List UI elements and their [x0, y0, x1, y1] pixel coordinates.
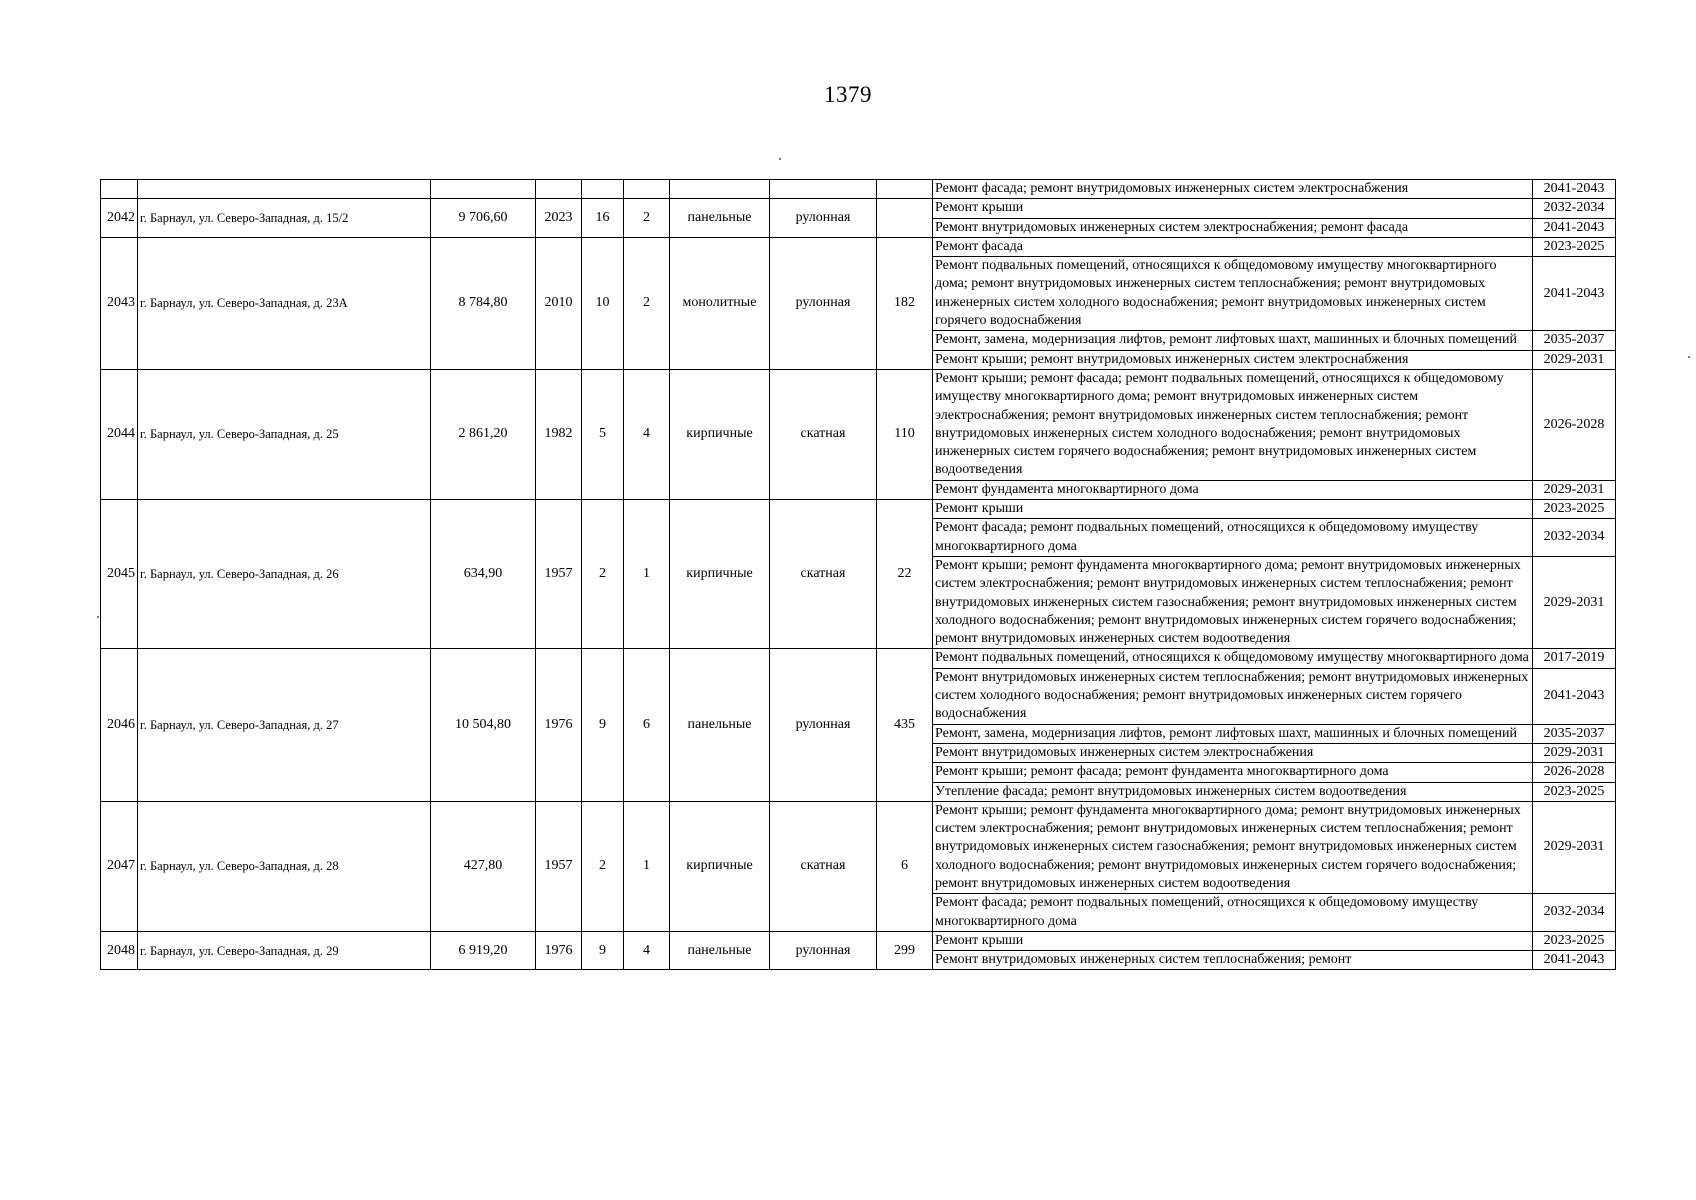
period-cell: 2023-2025	[1533, 500, 1616, 519]
work-cell: Утепление фасада; ремонт внутридомовых инженерных систем водоотведения	[933, 782, 1533, 801]
residents-count: 22	[877, 500, 933, 649]
building-year: 2010	[536, 237, 582, 369]
work-cell: Ремонт фасада; ремонт внутридомовых инженерных систем электроснабжения	[933, 180, 1533, 199]
period-cell: 2029-2031	[1533, 556, 1616, 648]
header-row	[101, 180, 1616, 199]
empty-cell	[536, 180, 582, 199]
table-row	[101, 500, 1616, 519]
scan-speck	[779, 158, 781, 160]
wall-material: кирпичные	[670, 500, 770, 649]
building-area: 10 504,80	[431, 649, 536, 801]
work-cell: Ремонт крыши; ремонт фундамента многоквартирного дома; ремонт внутридомовых инженерных систем электроснабжения; ремонт внутридомовых инженерных систем теплоснабжения; ремонт внутридомовых инженерных систем газоснабжения; ремонт внутридомовых инженерных систем холодного водоснабжения; ремонт внутридомовых инженерных систем горячего водоснабжения; ремонт внутридомовых инженерных систем водоотведения	[933, 556, 1533, 648]
period-cell: 2023-2025	[1533, 931, 1616, 950]
empty-cell	[431, 180, 536, 199]
work-cell: Ремонт, замена, модернизация лифтов, ремонт лифтовых шахт, машинных и блочных помещений	[933, 331, 1533, 350]
empty-cell	[670, 180, 770, 199]
building-address: г. Барнаул, ул. Северо-Западная, д. 28	[138, 801, 431, 931]
wall-material: панельные	[670, 931, 770, 970]
building-number: 2045	[101, 500, 138, 649]
period-cell: 2041-2043	[1533, 951, 1616, 970]
table-body	[101, 180, 1616, 970]
roof-type: скатная	[770, 801, 877, 931]
work-cell: Ремонт фасада; ремонт подвальных помещений, относящихся к общедомовому имуществу многоквартирного дома	[933, 519, 1533, 557]
residents-count: 435	[877, 649, 933, 801]
wall-material: кирпичные	[670, 801, 770, 931]
building-area: 427,80	[431, 801, 536, 931]
work-cell: Ремонт, замена, модернизация лифтов, ремонт лифтовых шахт, машинных и блочных помещений	[933, 724, 1533, 743]
period-cell: 2041-2043	[1533, 218, 1616, 237]
empty-cell	[101, 180, 138, 199]
work-cell: Ремонт крыши	[933, 500, 1533, 519]
building-entrances: 2	[624, 199, 670, 238]
work-cell: Ремонт крыши; ремонт внутридомовых инженерных систем электроснабжения	[933, 350, 1533, 369]
building-year: 1976	[536, 931, 582, 970]
empty-cell	[624, 180, 670, 199]
building-year: 1976	[536, 649, 582, 801]
building-number: 2044	[101, 369, 138, 499]
building-year: 1982	[536, 369, 582, 499]
period-cell: 2023-2025	[1533, 782, 1616, 801]
building-entrances: 4	[624, 931, 670, 970]
period-cell: 2032-2034	[1533, 519, 1616, 557]
roof-type: рулонная	[770, 237, 877, 369]
work-cell: Ремонт фасада	[933, 237, 1533, 256]
work-cell: Ремонт крыши	[933, 931, 1533, 950]
building-number: 2047	[101, 801, 138, 931]
building-entrances: 1	[624, 500, 670, 649]
table-row	[101, 931, 1616, 950]
building-entrances: 2	[624, 237, 670, 369]
period-cell: 2029-2031	[1533, 480, 1616, 499]
capital-repair-table	[100, 179, 1616, 970]
building-floors: 9	[582, 931, 624, 970]
period-cell: 2032-2034	[1533, 894, 1616, 932]
building-floors: 2	[582, 801, 624, 931]
building-number: 2042	[101, 199, 138, 238]
roof-type: рулонная	[770, 199, 877, 238]
work-cell: Ремонт внутридомовых инженерных систем теплоснабжения; ремонт внутридомовых инженерных систем холодного водоснабжения; ремонт внутридомовых инженерных систем горячего водоснабжения	[933, 668, 1533, 724]
residents-count	[877, 199, 933, 238]
building-address: г. Барнаул, ул. Северо-Западная, д. 26	[138, 500, 431, 649]
wall-material: панельные	[670, 199, 770, 238]
building-address: г. Барнаул, ул. Северо-Западная, д. 27	[138, 649, 431, 801]
period-cell: 2017-2019	[1533, 649, 1616, 668]
building-floors: 5	[582, 369, 624, 499]
work-cell: Ремонт крыши; ремонт фасада; ремонт подвальных помещений, относящихся к общедомовому имуществу многоквартирного дома; ремонт внутридомовых инженерных систем электроснабжения; ремонт внутридомовых инженерных систем теплоснабжения; ремонт внутридомовых инженерных систем холодного водоснабжения; ремонт внутридомовых инженерных систем горячего водоснабжения; ремонт внутридомовых инженерных систем водоотведения	[933, 369, 1533, 480]
period-cell: 2026-2028	[1533, 763, 1616, 782]
building-number: 2043	[101, 237, 138, 369]
building-entrances: 6	[624, 649, 670, 801]
table-row	[101, 369, 1616, 480]
work-cell: Ремонт внутридомовых инженерных систем электроснабжения	[933, 743, 1533, 762]
building-area: 2 861,20	[431, 369, 536, 499]
table-row	[101, 237, 1616, 256]
building-area: 8 784,80	[431, 237, 536, 369]
table-row	[101, 199, 1616, 218]
work-cell: Ремонт фундамента многоквартирного дома	[933, 480, 1533, 499]
building-entrances: 1	[624, 801, 670, 931]
period-cell: 2041-2043	[1533, 668, 1616, 724]
work-cell: Ремонт внутридомовых инженерных систем теплоснабжения; ремонт	[933, 951, 1533, 970]
building-address: г. Барнаул, ул. Северо-Западная, д. 25	[138, 369, 431, 499]
building-area: 9 706,60	[431, 199, 536, 238]
table-row	[101, 801, 1616, 893]
empty-cell	[877, 180, 933, 199]
building-address: г. Барнаул, ул. Северо-Западная, д. 23А	[138, 237, 431, 369]
residents-count: 182	[877, 237, 933, 369]
period-cell: 2035-2037	[1533, 331, 1616, 350]
table-row	[101, 649, 1616, 668]
residents-count: 299	[877, 931, 933, 970]
roof-type: рулонная	[770, 931, 877, 970]
empty-cell	[770, 180, 877, 199]
work-cell: Ремонт подвальных помещений, относящихся к общедомовому имуществу многоквартирного дома; ремонт внутридомовых инженерных систем теплоснабжения; ремонт внутридомовых инженерных систем холодного водоснабжения; ремонт внутридомовых инженерных систем горячего водоснабжения	[933, 257, 1533, 331]
building-address: г. Барнаул, ул. Северо-Западная, д. 29	[138, 931, 431, 970]
wall-material: кирпичные	[670, 369, 770, 499]
building-area: 634,90	[431, 500, 536, 649]
empty-cell	[582, 180, 624, 199]
roof-type: скатная	[770, 369, 877, 499]
scan-speck	[97, 616, 99, 618]
period-cell: 2041-2043	[1533, 180, 1616, 199]
work-cell: Ремонт крыши; ремонт фасада; ремонт фундамента многоквартирного дома	[933, 763, 1533, 782]
building-entrances: 4	[624, 369, 670, 499]
building-area: 6 919,20	[431, 931, 536, 970]
period-cell: 2029-2031	[1533, 350, 1616, 369]
building-floors: 2	[582, 500, 624, 649]
wall-material: панельные	[670, 649, 770, 801]
period-cell: 2035-2037	[1533, 724, 1616, 743]
period-cell: 2026-2028	[1533, 369, 1616, 480]
roof-type: рулонная	[770, 649, 877, 801]
building-floors: 16	[582, 199, 624, 238]
work-cell: Ремонт подвальных помещений, относящихся к общедомовому имуществу многоквартирного дома	[933, 649, 1533, 668]
work-cell: Ремонт фасада; ремонт подвальных помещений, относящихся к общедомовому имуществу многоквартирного дома	[933, 894, 1533, 932]
building-address: г. Барнаул, ул. Северо-Западная, д. 15/2	[138, 199, 431, 238]
period-cell: 2041-2043	[1533, 257, 1616, 331]
work-cell: Ремонт внутридомовых инженерных систем электроснабжения; ремонт фасада	[933, 218, 1533, 237]
work-cell: Ремонт крыши	[933, 199, 1533, 218]
building-floors: 9	[582, 649, 624, 801]
scan-speck	[1688, 356, 1690, 358]
building-number: 2046	[101, 649, 138, 801]
period-cell: 2032-2034	[1533, 199, 1616, 218]
building-year: 1957	[536, 500, 582, 649]
page-number: 1379	[824, 82, 872, 107]
roof-type: скатная	[770, 500, 877, 649]
period-cell: 2023-2025	[1533, 237, 1616, 256]
empty-cell	[138, 180, 431, 199]
period-cell: 2029-2031	[1533, 801, 1616, 893]
residents-count: 6	[877, 801, 933, 931]
period-cell: 2029-2031	[1533, 743, 1616, 762]
residents-count: 110	[877, 369, 933, 499]
building-year: 2023	[536, 199, 582, 238]
building-floors: 10	[582, 237, 624, 369]
building-number: 2048	[101, 931, 138, 970]
wall-material: монолитные	[670, 237, 770, 369]
work-cell: Ремонт крыши; ремонт фундамента многоквартирного дома; ремонт внутридомовых инженерных систем электроснабжения; ремонт внутридомовых инженерных систем теплоснабжения; ремонт внутридомовых инженерных систем газоснабжения; ремонт внутридомовых инженерных систем холодного водоснабжения; ремонт внутридомовых инженерных систем горячего водоснабжения; ремонт внутридомовых инженерных систем водоотведения	[933, 801, 1533, 893]
building-year: 1957	[536, 801, 582, 931]
